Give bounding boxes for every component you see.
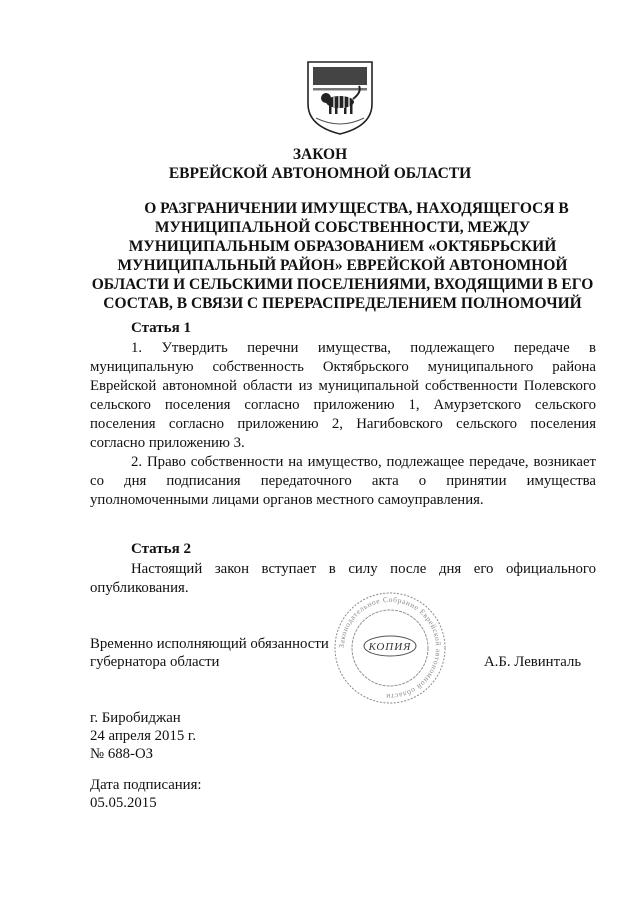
headline-line: О РАЗГРАНИЧЕНИИ ИМУЩЕСТВА, НАХОДЯЩЕГОСЯ В [144,200,569,217]
stamp-seal-icon [330,588,450,708]
headline-line: СОСТАВ, В СВЯЗИ С ПЕРЕРАСПРЕДЕЛЕНИЕМ ПОЛНОМОЧИЙ [103,295,582,312]
law-title: ЗАКОН [292,146,348,163]
signatory-position-line-2: губернатора области [90,654,220,670]
official-stamp [330,588,450,708]
coat-of-arms-tiger-icon [304,58,376,136]
coat-of-arms-emblem [304,58,376,136]
signatory-name: А.Б. Левинталь [484,654,582,670]
signing-date-label: Дата подписания: [90,777,202,793]
law-number: № 688-ОЗ [90,746,154,762]
article-1-paragraph-1: 1. Утвердить перечни имущества, подлежащего передаче в муниципальную собственность Октябрьского муниципального района Еврейской автономной области из муниципальной собственности Полевского сельского поселения согласно приложению 1, Амурзетского сельского поселения согласно приложению 2, Нагибовского сельского поселения согласно приложению 3. [90,340,596,451]
article-1-paragraph-2: 2. Право собственности на имущество, подлежащее передаче, возникает со дня подписания передаточного акта о принятии имущества уполномоченными лицами органов местного самоуправления. [90,454,596,508]
headline-line: МУНИЦИПАЛЬНЫЙ РАЙОН» ЕВРЕЙСКОЙ АВТОНОМНОЙ [117,257,568,274]
law-headline [90,199,595,313]
stamp-ring-text: Законодательное Собрание Еврейской автономной области [336,594,444,702]
article-2-paragraph-1: Настоящий закон вступает в силу после дня его официального опубликования. [90,561,596,596]
stamp-center-text: КОПИЯ [368,641,412,653]
headline-line: ОБЛАСТИ И СЕЛЬСКИМИ ПОСЕЛЕНИЯМИ, ВХОДЯЩИМИ В ЕГО [91,276,594,293]
law-date: 24 апреля 2015 г. [90,728,197,744]
law-region: ЕВРЕЙСКОЙ АВТОНОМНОЙ ОБЛАСТИ [168,165,472,182]
headline-line: МУНИЦИПАЛЬНОЙ СОБСТВЕННОСТИ, МЕЖДУ [154,219,531,236]
article-1-body [90,339,596,510]
city: г. Биробиджан [90,710,181,726]
article-2-title: Статья 2 [131,541,191,557]
signatory-position-line-1: Временно исполняющий обязанности [90,636,329,652]
signing-date: 05.05.2015 [90,795,157,811]
headline-line: МУНИЦИПАЛЬНЫМ ОБРАЗОВАНИЕМ «ОКТЯБРЬСКИЙ [128,238,557,255]
article-1-title: Статья 1 [131,320,191,336]
